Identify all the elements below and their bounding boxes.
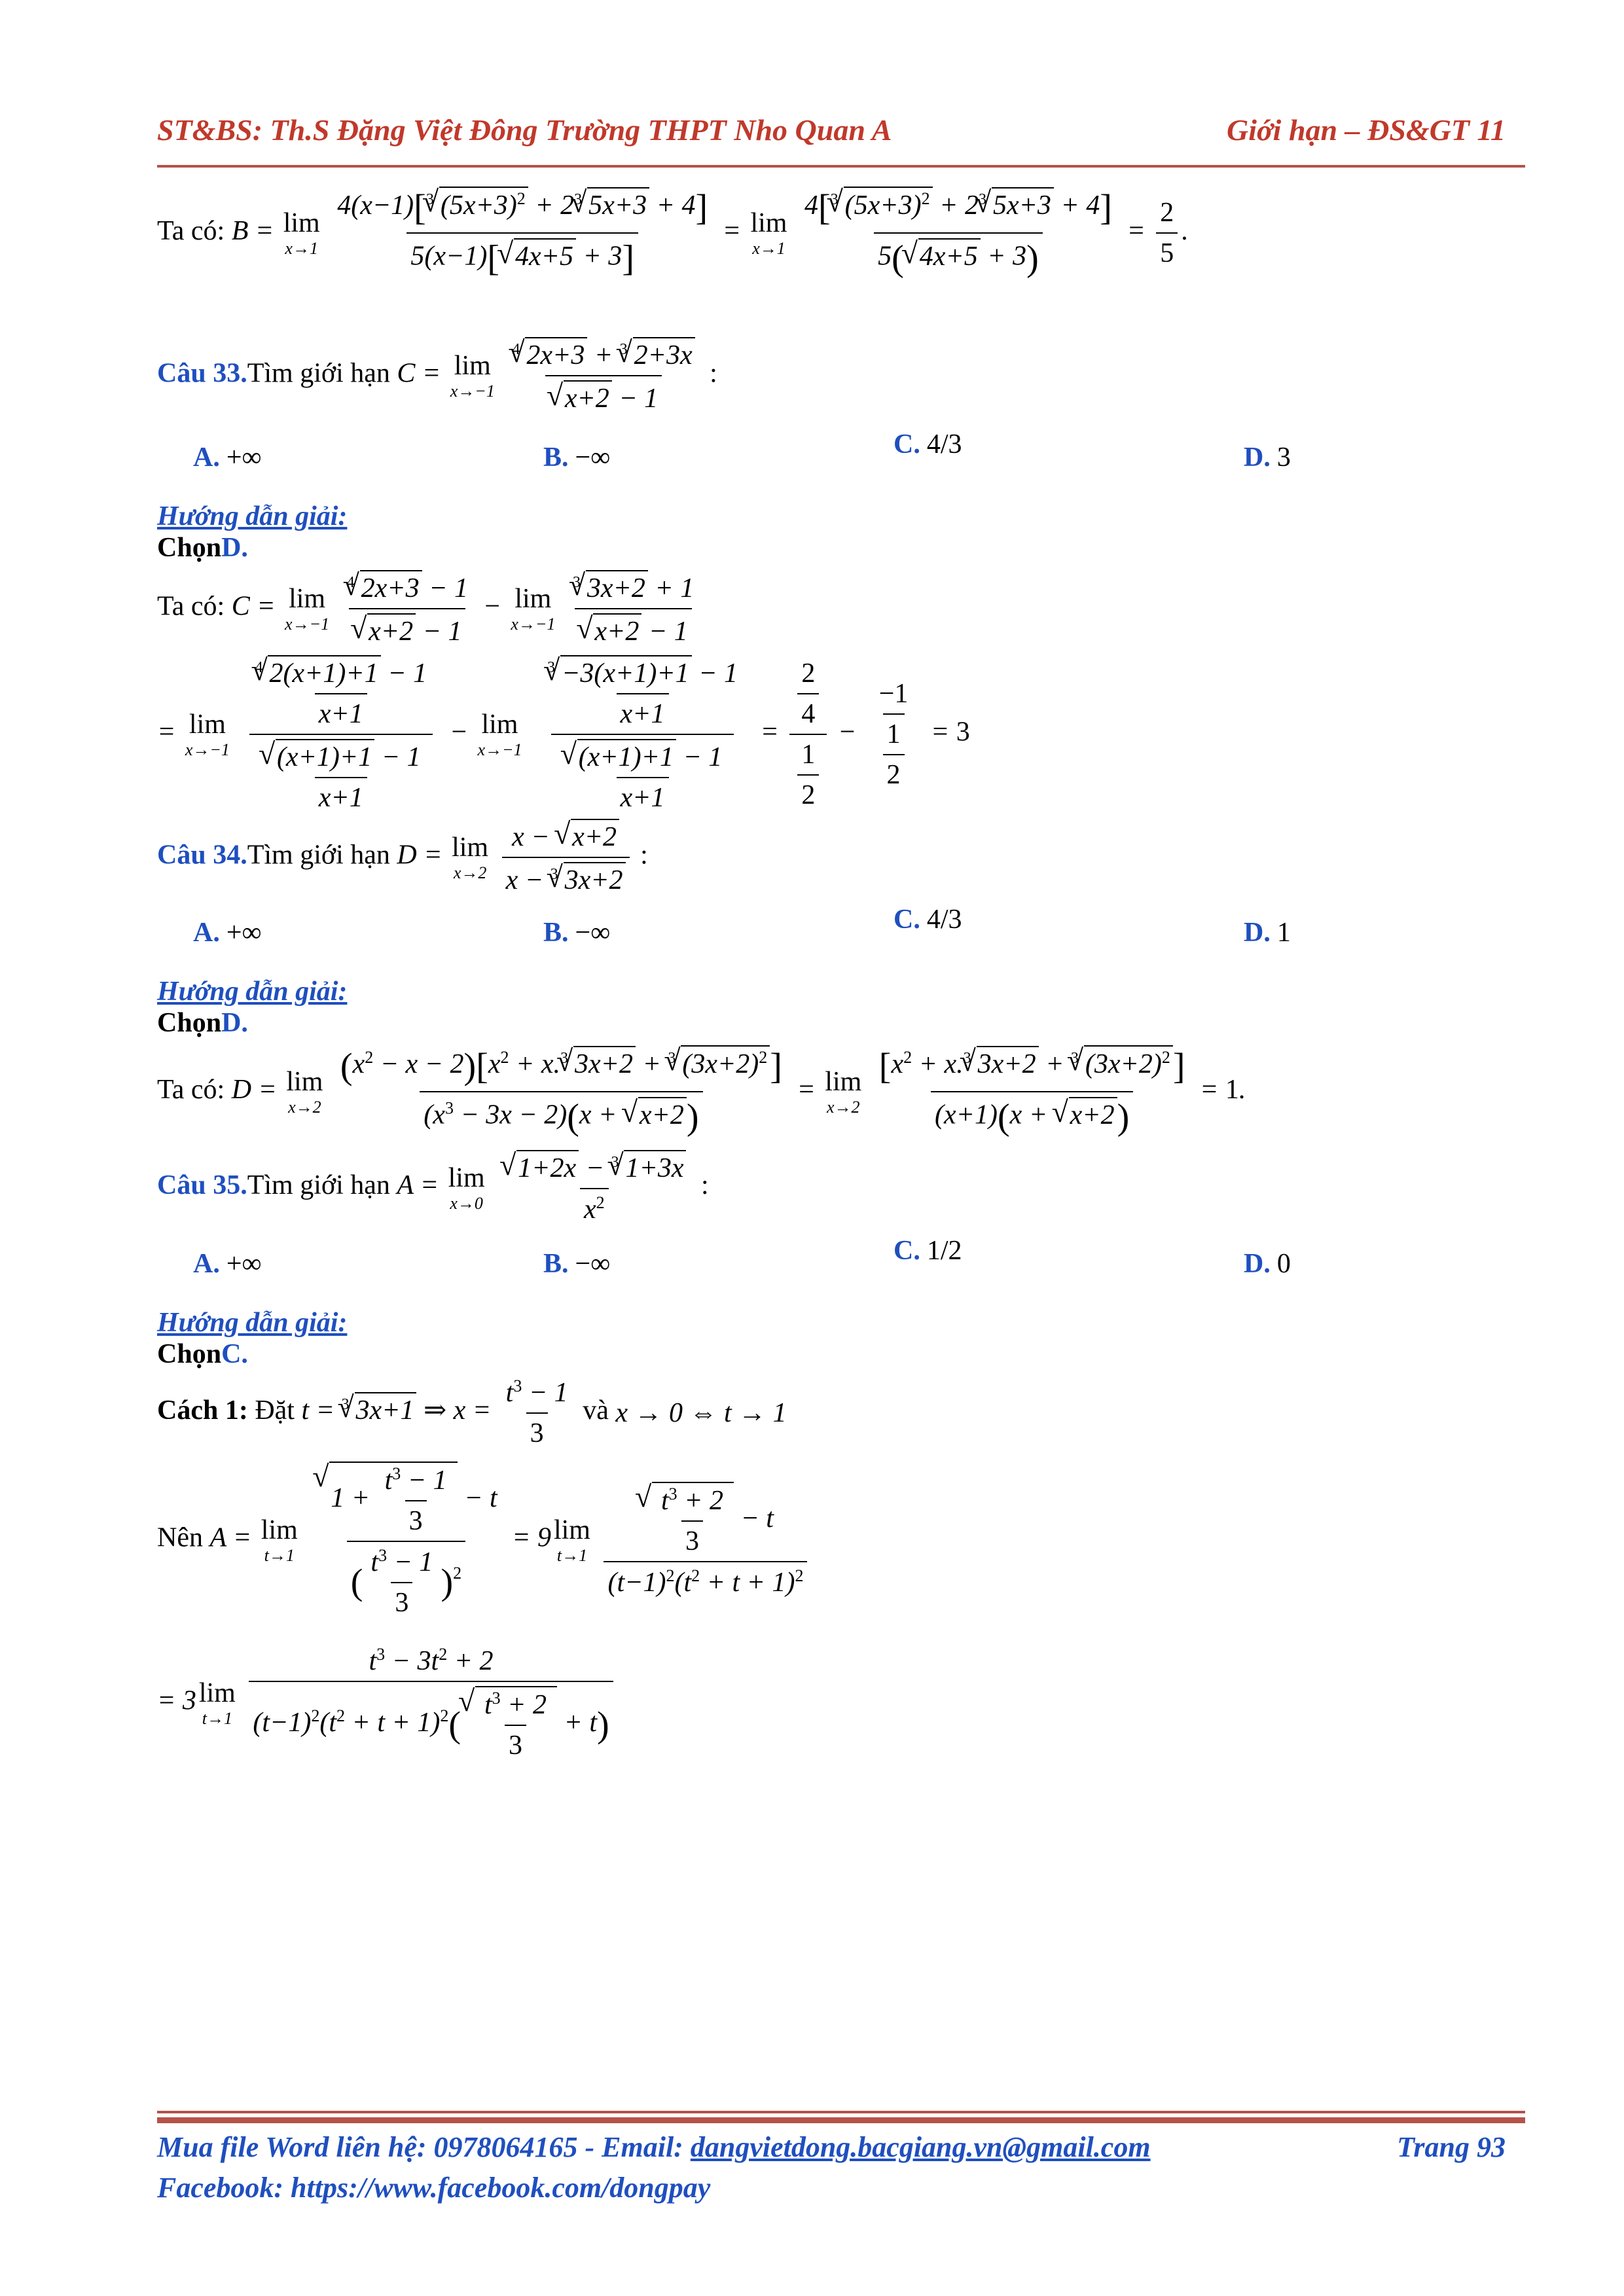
formula-d: D = lim x→2 $\frac{x - √ x+2}{x - ^3√ 3x+2}$ xyxy=(397,819,633,896)
choice-b[interactable]: B. −∞ xyxy=(543,918,611,948)
hint-35: Hướng dẫn giải: xyxy=(157,1308,348,1338)
page-header xyxy=(157,113,1506,158)
footer-rule-top xyxy=(157,2111,1525,2113)
question-33-text: Tìm giới hạn xyxy=(247,358,390,389)
answer-34: ChọnD. xyxy=(157,1008,248,1038)
question-33-choices xyxy=(157,429,1506,501)
header-author: ST&BS: Th.S Đặng Việt Đông Trường THPT Nho Quan A xyxy=(157,113,892,147)
footer-rule-bottom xyxy=(157,2117,1525,2123)
hint-33: Hướng dẫn giải: xyxy=(157,501,348,531)
page-number: Trang 93 xyxy=(1397,2131,1506,2163)
choice-d[interactable]: D. 1 xyxy=(1244,918,1291,948)
solution-d-line: Ta có: D = lim x→2 $\frac{(x^2 - x - 2)[x^2 + x.^3√ 3x+2 + ^3√ (3x+2)^2]}{(x^3 - 3x - 2)(x + √ x+2)}$ = lim x→2 $\frac{[x^2 + x.^3√ 3x+2 + ^3√ (3x+2)^2]}{(x+1)(x + √ x+2)}$ = 1. xyxy=(157,1045,1506,1150)
choice-d[interactable]: D. 3 xyxy=(1244,442,1291,473)
choice-b[interactable]: B. −∞ xyxy=(543,442,611,473)
footer-contact: Mua file Word liên hệ: 0978064165 - Email: xyxy=(157,2131,691,2163)
header-rule xyxy=(157,165,1525,168)
question-35-choices xyxy=(157,1235,1506,1307)
method-1-line2: Nên A = lim t→1 √ 1 + $\frac{t^3 - 1}{3}$ − t ( $\frac{t^3 - 1}{3}$ )$^2$ = 9 lim t→1 √ $\frac{t^3 + 2}{3}$ − t $(t-1)^2(t^2 + t + 1)^2$ xyxy=(157,1462,1506,1645)
choice-a[interactable]: A. +∞ xyxy=(193,1249,262,1279)
question-33: Câu 33.Tìm giới hạn C = lim x→−1 $^4$√ 2x+3 + $^3$√ 2+3x √ x+2 − 1 : xyxy=(157,337,1506,429)
question-35: Câu 35.Tìm giới hạn A = lim x→0 √ $\frac{1+2x - ^3√ 1+3x}{x^2}$ : xyxy=(157,1150,1506,1235)
question-34-choices xyxy=(157,904,1506,976)
ta-co-label: Ta có: xyxy=(157,215,225,246)
choice-c[interactable]: C. 4/3 xyxy=(893,905,962,935)
header-topic: Giới hạn – ĐS&GT 11 xyxy=(1227,113,1506,147)
solution-c-line2: = lim x→−1 $\frac{^4√ 2(x+1)+1 - 1}{x+1}$ √ $\frac{(x+1)+1 - 1}{x+1}$ − lim x→−1 $\frac{^3√ -3(x+1)+1 - 1}{x+1}$ √ $\frac{(x+1)+1 - 1}{x+1}$ = $\frac{\frac{2}{4}}{\frac{1}{2}}$ − $\frac{\frac{-1}{1}}{2}$ = 3 xyxy=(157,655,1506,819)
choice-c[interactable]: C. 1/2 xyxy=(893,1236,962,1266)
question-34: Câu 34.Tìm giới hạn D = lim x→2 $\frac{x - √ x+2}{x - ^3√ 3x+2}$ : xyxy=(157,819,1506,904)
solution-b-line xyxy=(157,187,1506,324)
method-1-line3: = 3 lim t→1 $t^3 - 3t^2 + 2$ $(t-1)^2(t^2 + t + 1)^2$( √ $\frac{t^3 + 2}{3}$ + t) xyxy=(157,1645,1506,1789)
formula-c: C = lim x→−1 $^4$√ 2x+3 + $^3$√ 2+3x √ x+2 − 1 xyxy=(397,337,702,414)
page-content xyxy=(157,187,1506,1789)
question-33-label: Câu 33. xyxy=(157,358,247,389)
method-1-line: Cách 1: Đặt t = $^3$√ 3x+1 ⇒ x = $\frac{t^3 - 1}{3}$ và x → 0 ⇔ t → 1 xyxy=(157,1376,1506,1462)
answer-35: ChọnC. xyxy=(157,1339,248,1369)
formula-a: A = lim x→0 √ $\frac{1+2x - ^3√ 1+3x}{x^2}$ xyxy=(397,1150,694,1225)
choice-c[interactable]: C. 4/3 xyxy=(893,429,962,459)
choice-a[interactable]: A. +∞ xyxy=(193,918,262,948)
footer-facebook-link[interactable]: Facebook: https://www.facebook.com/dongpay xyxy=(157,2172,711,2204)
hint-34: Hướng dẫn giải: xyxy=(157,977,348,1007)
answer-33: ChọnD. xyxy=(157,533,248,563)
choice-a[interactable]: A. +∞ xyxy=(193,442,262,473)
choice-b[interactable]: B. −∞ xyxy=(543,1249,611,1279)
solution-c-line1: Ta có: C = lim x→−1 $^4$√ 2x+3 − 1 √ x+2 − 1 − lim x→−1 $^3$√ 3x+2 + 1 √ x+2 − 1 xyxy=(157,570,1506,655)
footer-email-link[interactable]: dangvietdong.bacgiang.vn@gmail.com xyxy=(690,2131,1151,2163)
page-footer xyxy=(157,2130,1506,2212)
formula-b: B = lim x→1 $\frac{4(x-1)[^3√ (5x+3)^2 + 2^3√ 5x+3 + 4]}{5(x-1)[√ 4x+5 + 3]}$ = lim x→1 $\frac{4[^3√ (5x+3)^2 + 2^3√ 5x+3 + 4]}{5(√ 4x+5 + 3)}$ = $\frac{2}{5}$ . xyxy=(232,187,1189,279)
choice-d[interactable]: D. 0 xyxy=(1244,1249,1291,1279)
